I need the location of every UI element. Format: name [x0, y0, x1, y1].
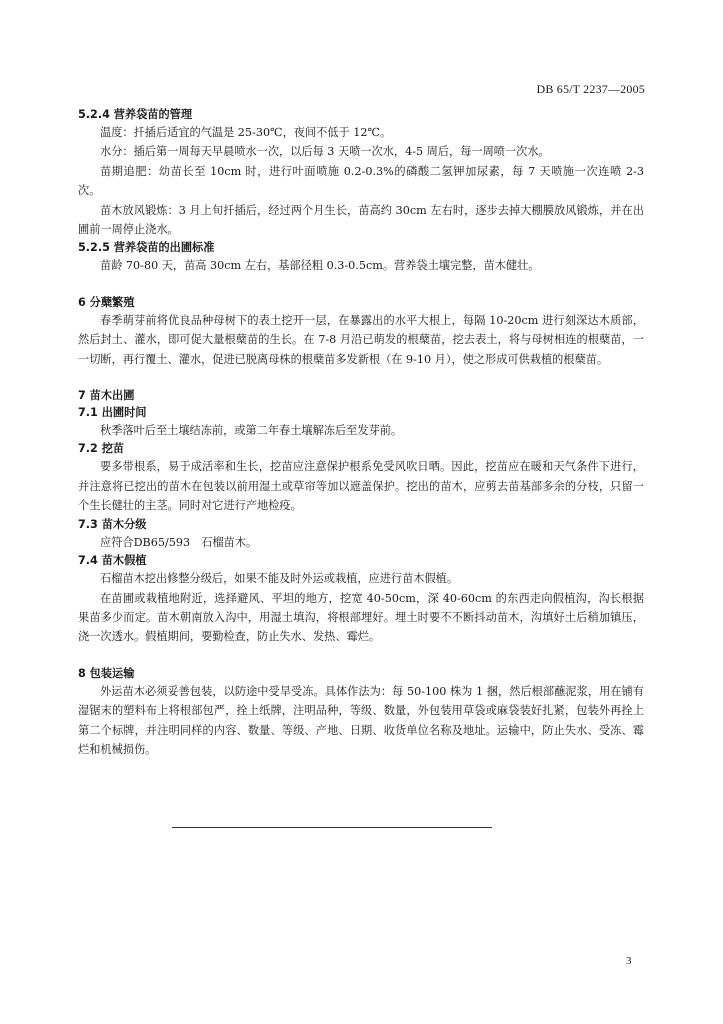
paragraph: 在苗圃或栽植地附近，选择避风、平坦的地方，挖宽 40-50cm，深 40-60cm 的东西走向假植沟，沟长根据果苗多少而定。苗木朝南放入沟中，用湿土填沟，将根部埋好。埋土时要不不断抖动苗木，沟填好土后稍加镇压，浇一次透水。假植期间，要勤检查，防止失水、发热、霉烂。 — [78, 591, 644, 644]
section-5-2-5 — [78, 239, 644, 275]
section-5-2-4 — [78, 106, 644, 239]
section-7 — [78, 387, 644, 404]
doc-code: DB 65/T 2237—2005 — [536, 82, 645, 96]
paragraph: 苗期追肥：幼苗长至 10cm 时，进行叶面喷施 0.2-0.3%的磷酸二氢钾加尿素，每 7 天喷施一次连喷 2-3 次。 — [78, 164, 644, 198]
section-heading: 7.3 苗木分级 — [78, 517, 147, 531]
section-heading: 7.1 出圃时间 — [78, 406, 147, 420]
paragraph: 苗龄 70-80 天，苗高 30cm 左右，基部径粗 0.3-0.5cm。营养袋土壤完整，苗木健壮。 — [100, 259, 540, 273]
paragraph: 要多带根系，易于成活率和生长，挖苗应注意保护根系免受风吹日晒。因此，挖苗应在暖和天气条件下进行，并注意将已挖出的苗木在包装以前用湿土或草帘等加以遮盖保护。挖出的苗木，应剪去苗基部多余的分枝，只留一个生长健壮的主茎。同时对它进行产地检疫。 — [78, 460, 644, 513]
section-heading: 7 苗木出圃 — [78, 389, 135, 403]
section-7-2 — [78, 440, 644, 515]
paragraph: 秋季落叶后至土壤结冻前，或第二年春土壤解冻后至发芽前。 — [100, 424, 403, 438]
paragraph: 水分：插后第一周每天早晨喷水一次，以后每 3 天喷一次水，4-5 周后，每一周喷一次水。 — [100, 145, 550, 159]
section-7-3 — [78, 516, 644, 552]
paragraph: 石榴苗木挖出修整分级后，如果不能及时外运或栽植，应进行苗木假植。 — [100, 572, 459, 586]
section-heading: 6 分蘖繁殖 — [78, 295, 135, 309]
section-heading: 7.2 挖苗 — [78, 442, 125, 456]
section-7-1 — [78, 404, 644, 440]
section-heading: 5.2.5 营养袋苗的出圃标准 — [78, 241, 215, 255]
paragraph: 外运苗木必须妥善包装，以防途中受旱受冻。具体作法为：每 50-100 株为 1 捆，然后根部蘸泥浆，用在铺有湿锯末的塑料布上将根部包严，拴上纸牌，注明品种，等级、数量，外包装用草袋或麻袋装好扎紧，包装外再拴上第二个标牌，并注明同样的内容、数量、等级、产地、日期、收货单位名称及地址。运输中，防止失水、受冻、霉烂和机械损伤。 — [78, 684, 644, 756]
section-6 — [78, 294, 644, 369]
section-heading: 7.4 苗木假植 — [78, 554, 147, 568]
end-rule — [172, 827, 492, 828]
section-heading: 5.2.4 营养袋苗的管理 — [78, 108, 193, 121]
paragraph: 春季萌芽前将优良品种母树下的表土挖开一层，在暴露出的水平大根上，每隔 10-20cm 进行刻深达木质部，然后封土、灌水，即可促大量根蘖苗的生长。在 7-8 月沿已萌发的根蘖苗，挖去表土，将与母树相连的根蘖苗，一一切断，再行覆土、灌水，促进已脱离母株的根蘖苗多发新根（在 9-10 月），使之形成可供栽植的根蘖苗。 — [78, 313, 644, 366]
section-7-4 — [78, 552, 644, 647]
paragraph: 苗木放风锻炼：3 月上旬扦插后，经过两个月生长，苗高约 30cm 左右时，逐步去掉大棚膜放风锻炼，并在出圃前一周停止浇水。 — [78, 203, 644, 237]
page-number: 3 — [626, 955, 632, 967]
document-body — [78, 106, 644, 759]
section-8 — [78, 665, 644, 760]
paragraph: 应符合DB65/593 石榴苗木。 — [100, 535, 258, 549]
paragraph: 温度：扦插后适宜的气温是 25-30℃，夜间不低于 12℃。 — [100, 126, 392, 139]
section-heading: 8 包装运输 — [78, 666, 135, 680]
